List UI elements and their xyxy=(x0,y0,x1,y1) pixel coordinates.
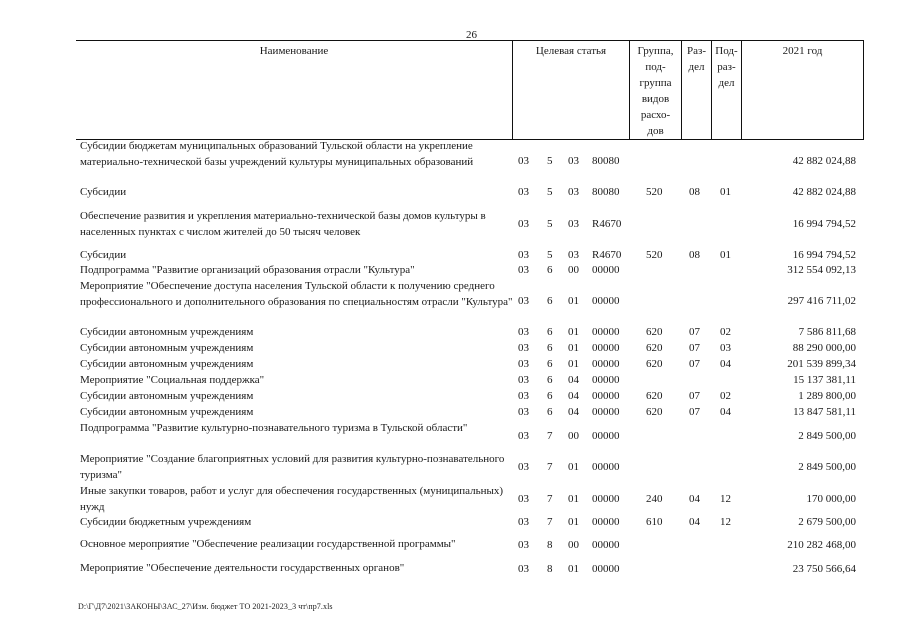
row-code-sub: 03 xyxy=(720,342,731,354)
row-code-c4: 80080 xyxy=(592,186,620,198)
row-code-c2: 6 xyxy=(547,390,553,402)
row-code-c4: 00000 xyxy=(592,390,620,402)
row-code-c2: 6 xyxy=(547,358,553,370)
row-code-c3: 03 xyxy=(568,155,579,167)
table-row xyxy=(0,248,905,263)
row-code-c4: 00000 xyxy=(592,264,620,276)
row-name: Субсидии автономным учреждениям xyxy=(80,326,254,338)
row-amount: 23 750 566,64 xyxy=(792,563,856,575)
row-code-c3: 01 xyxy=(568,516,579,528)
row-amount: 2 679 500,00 xyxy=(798,516,856,528)
row-name: Мероприятие "Обеспечение деятельности государственных органов" xyxy=(80,562,405,574)
table-row xyxy=(0,421,905,452)
row-code-c1: 03 xyxy=(518,406,529,418)
table-row xyxy=(0,325,905,341)
row-code-c1: 03 xyxy=(518,390,529,402)
row-code-grp: 520 xyxy=(646,186,663,198)
table-row xyxy=(0,484,905,515)
row-name: Обеспечение развития и укрепления материально-технической базы домов культуры в населенных пунктах с числом жителей до 50 тысяч человек xyxy=(80,210,486,238)
row-code-c2: 5 xyxy=(547,218,553,230)
row-code-c4: R4670 xyxy=(592,249,622,261)
row-code-c3: 03 xyxy=(568,249,579,261)
table-row xyxy=(0,279,905,325)
row-code-c3: 00 xyxy=(568,430,579,442)
row-code-c3: 01 xyxy=(568,358,579,370)
row-code-c3: 04 xyxy=(568,374,579,386)
table-row xyxy=(0,515,905,531)
row-code-sub: 04 xyxy=(720,358,731,370)
row-code-grp: 240 xyxy=(646,493,663,505)
row-code-c4: 00000 xyxy=(592,406,620,418)
row-code-c2: 5 xyxy=(547,249,553,261)
row-code-sec: 07 xyxy=(689,390,700,402)
row-code-sec: 07 xyxy=(689,342,700,354)
row-code-c1: 03 xyxy=(518,539,529,551)
row-code-c3: 00 xyxy=(568,539,579,551)
row-name: Основное мероприятие "Обеспечение реализации государственной программы" xyxy=(80,538,456,550)
row-code-grp: 620 xyxy=(646,406,663,418)
row-code-c1: 03 xyxy=(518,516,529,528)
row-amount: 210 282 468,00 xyxy=(787,539,856,551)
row-code-c1: 03 xyxy=(518,374,529,386)
row-code-c2: 6 xyxy=(547,406,553,418)
row-amount: 201 539 899,34 xyxy=(787,358,856,370)
table-row xyxy=(0,209,905,241)
row-code-c2: 6 xyxy=(547,342,553,354)
table-row xyxy=(0,341,905,357)
row-code-grp: 620 xyxy=(646,390,663,402)
row-code-c1: 03 xyxy=(518,155,529,167)
row-amount: 170 000,00 xyxy=(806,493,856,505)
row-code-grp: 520 xyxy=(646,249,663,261)
row-name: Субсидии бюджетным учреждениям xyxy=(80,516,252,528)
row-amount: 42 882 024,88 xyxy=(792,186,856,198)
row-code-sec: 04 xyxy=(689,493,700,505)
row-code-grp: 620 xyxy=(646,358,663,370)
header-section: Раз- дел xyxy=(681,41,711,139)
row-code-c2: 5 xyxy=(547,186,553,198)
row-code-c3: 00 xyxy=(568,264,579,276)
row-name: Субсидии автономным учреждениям xyxy=(80,342,254,354)
row-code-c3: 04 xyxy=(568,406,579,418)
row-code-grp: 610 xyxy=(646,516,663,528)
header-group: Группа, под- группа видов расхо- дов xyxy=(629,41,681,139)
row-amount: 2 849 500,00 xyxy=(798,461,856,473)
row-code-sub: 04 xyxy=(720,406,731,418)
row-code-c4: 00000 xyxy=(592,358,620,370)
table-row xyxy=(0,373,905,389)
page-number: 26 xyxy=(466,29,477,41)
row-code-c3: 01 xyxy=(568,342,579,354)
row-code-grp: 620 xyxy=(646,342,663,354)
row-code-c4: 00000 xyxy=(592,295,620,307)
table-row xyxy=(0,357,905,373)
table-row xyxy=(0,263,905,279)
row-code-c2: 7 xyxy=(547,430,553,442)
table-row xyxy=(0,139,905,185)
row-amount: 7 586 811,68 xyxy=(798,326,856,338)
row-code-c2: 6 xyxy=(547,295,553,307)
row-code-c1: 03 xyxy=(518,493,529,505)
row-code-c3: 01 xyxy=(568,295,579,307)
row-code-c2: 8 xyxy=(547,539,553,551)
row-code-c2: 6 xyxy=(547,326,553,338)
row-code-c1: 03 xyxy=(518,218,529,230)
table-row xyxy=(0,537,905,554)
row-code-c4: 00000 xyxy=(592,539,620,551)
row-name: Мероприятие "Создание благоприятных условий для развития культурно-познавательного туризма" xyxy=(80,453,505,481)
row-code-c2: 7 xyxy=(547,493,553,505)
row-code-c2: 7 xyxy=(547,461,553,473)
row-code-c1: 03 xyxy=(518,264,529,276)
row-code-c1: 03 xyxy=(518,295,529,307)
row-name: Субсидии xyxy=(80,186,127,198)
row-code-sub: 02 xyxy=(720,326,731,338)
table-row xyxy=(0,405,905,421)
row-code-c3: 01 xyxy=(568,563,579,575)
row-code-c4: 00000 xyxy=(592,374,620,386)
row-code-c3: 04 xyxy=(568,390,579,402)
row-code-c1: 03 xyxy=(518,358,529,370)
row-code-grp: 620 xyxy=(646,326,663,338)
row-code-sub: 01 xyxy=(720,249,731,261)
row-name: Иные закупки товаров, работ и услуг для обеспечения государственных (муниципальных) нужд xyxy=(80,485,504,513)
row-name: Субсидии автономным учреждениям xyxy=(80,406,254,418)
row-amount: 297 416 711,02 xyxy=(787,295,856,307)
row-code-c3: 01 xyxy=(568,461,579,473)
row-code-c2: 7 xyxy=(547,516,553,528)
row-amount: 42 882 024,88 xyxy=(792,155,856,167)
row-code-c4: 00000 xyxy=(592,563,620,575)
row-code-sub: 02 xyxy=(720,390,731,402)
table-row xyxy=(0,561,905,578)
row-name: Субсидии автономным учреждениям xyxy=(80,358,254,370)
row-code-sub: 12 xyxy=(720,493,731,505)
row-code-c3: 01 xyxy=(568,326,579,338)
row-name: Подпрограмма "Развитие организаций образования отрасли "Культура" xyxy=(80,264,415,276)
row-code-c2: 8 xyxy=(547,563,553,575)
row-code-c1: 03 xyxy=(518,461,529,473)
row-code-c4: 80080 xyxy=(592,155,620,167)
row-name: Субсидии xyxy=(80,249,127,261)
row-code-c4: R4670 xyxy=(592,218,622,230)
row-amount: 16 994 794,52 xyxy=(792,218,856,230)
row-code-c1: 03 xyxy=(518,563,529,575)
row-code-c1: 03 xyxy=(518,342,529,354)
row-amount: 88 290 000,00 xyxy=(792,342,856,354)
row-name: Субсидии автономным учреждениям xyxy=(80,390,254,402)
header-year: 2021 год xyxy=(741,41,864,139)
row-amount: 1 289 800,00 xyxy=(798,390,856,402)
row-code-c1: 03 xyxy=(518,249,529,261)
row-code-c1: 03 xyxy=(518,326,529,338)
row-code-sec: 08 xyxy=(689,249,700,261)
row-code-c2: 6 xyxy=(547,374,553,386)
row-code-c4: 00000 xyxy=(592,461,620,473)
row-code-c2: 6 xyxy=(547,264,553,276)
table-row xyxy=(0,452,905,484)
file-path-footer: D:\Г\Д7\2021\ЗАКОНЫ\ЗАС_27\Изм. бюджет ТО 2021-2023_3 чт\пр7.xls xyxy=(78,602,333,611)
row-code-c2: 5 xyxy=(547,155,553,167)
row-code-sec: 07 xyxy=(689,326,700,338)
row-amount: 16 994 794,52 xyxy=(792,249,856,261)
row-code-sub: 12 xyxy=(720,516,731,528)
header-subsection: Под- раз- дел xyxy=(711,41,741,139)
row-code-sec: 04 xyxy=(689,516,700,528)
row-code-c4: 00000 xyxy=(592,430,620,442)
table-row xyxy=(0,389,905,405)
table-header xyxy=(76,40,864,140)
row-name: Подпрограмма "Развитие культурно-познавательного туризма в Тульской области" xyxy=(80,422,468,434)
row-amount: 2 849 500,00 xyxy=(798,430,856,442)
row-code-sec: 07 xyxy=(689,406,700,418)
row-code-sec: 08 xyxy=(689,186,700,198)
row-amount: 13 847 581,11 xyxy=(793,406,856,418)
row-name: Мероприятие "Обеспечение доступа населения Тульской области к получению среднего профессионального и дополнительного образования по специальностям отрасли "Культура" xyxy=(80,280,513,308)
row-code-c3: 03 xyxy=(568,186,579,198)
header-name: Наименование xyxy=(259,45,329,57)
row-amount: 312 554 092,13 xyxy=(787,264,856,276)
row-code-c4: 00000 xyxy=(592,326,620,338)
row-code-c1: 03 xyxy=(518,430,529,442)
row-name: Субсидии бюджетам муниципальных образований Тульской области на укрепление материально-технической базы учреждений культуры муниципальных образований xyxy=(80,140,474,168)
row-code-c4: 00000 xyxy=(592,493,620,505)
row-amount: 15 137 381,11 xyxy=(793,374,856,386)
header-target: Целевая статья xyxy=(512,41,629,139)
row-code-c4: 00000 xyxy=(592,342,620,354)
row-code-c4: 00000 xyxy=(592,516,620,528)
row-code-sub: 01 xyxy=(720,186,731,198)
row-code-c3: 03 xyxy=(568,218,579,230)
row-code-c3: 01 xyxy=(568,493,579,505)
row-code-sec: 07 xyxy=(689,358,700,370)
table-row xyxy=(0,185,905,201)
row-name: Мероприятие "Социальная поддержка" xyxy=(80,374,265,386)
row-code-c1: 03 xyxy=(518,186,529,198)
